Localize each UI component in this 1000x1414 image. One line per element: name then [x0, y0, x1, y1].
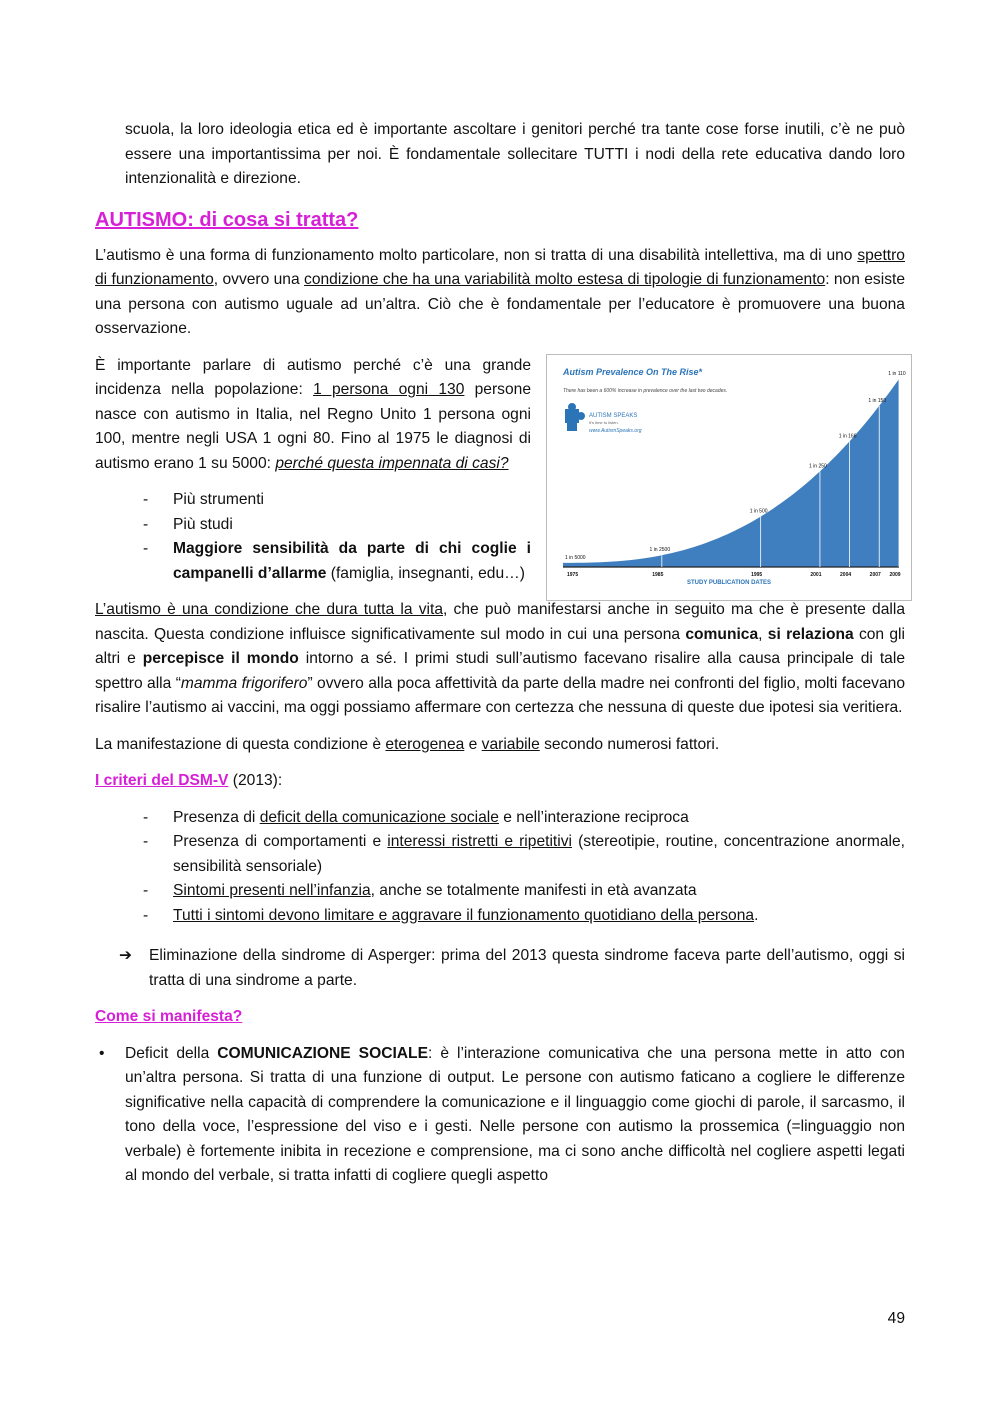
data-label: 1 in 500: [749, 508, 768, 515]
x-tick-label: 2004: [840, 571, 852, 578]
chart-brand-tag: It's time to listen.: [589, 419, 619, 425]
bold-text: Maggiore sensibilità da parte di chi coglie i campanelli d’allarme: [173, 540, 531, 582]
list-item: - Tutti i sintomi devono limitare e aggravare il funzionamento quotidiano della persona.: [143, 904, 905, 929]
text: secondo numerosi fattori.: [539, 735, 720, 753]
list-item: - Presenza di comportamenti e interessi ristretti e ripetitivi (stereotipie, routine, concentrazione anormale, sensibilità sensoriale): [143, 830, 905, 879]
text: intorno a sé. I primi studi sull’autismo facevano risalire alla causa principale di tale spettro alla “: [95, 650, 905, 692]
criteria-heading: [95, 769, 905, 794]
paragraph-lifelong: [95, 598, 905, 721]
incidence-block: [95, 354, 905, 587]
prevalence-area: [563, 379, 899, 567]
text: , ovvero una: [213, 271, 305, 288]
chart-brand: AUTISM SPEAKS: [589, 412, 638, 419]
asperger-note: [95, 944, 905, 993]
reasons-list: [95, 488, 531, 586]
text: ” ovvero alla poca affettività da parte della madre nei confronti del figlio, molti facevano risalire l’autismo ai vaccini, ma oggi possiamo affermare con certezza che nessuna di queste due ipotesi sia veritiera.: [95, 674, 905, 716]
x-tick-label: 1975: [567, 571, 579, 578]
list-item: - Presenza di deficit della comunicazione sociale e nell’interazione reciproca: [143, 806, 905, 831]
bold-text: si relaziona: [767, 625, 854, 643]
paragraph-definition: [95, 244, 905, 342]
text: ,: [758, 625, 768, 643]
prevalence-chart: [546, 354, 912, 601]
x-tick-label: 2001: [810, 571, 822, 578]
paragraph-manifestation: [95, 733, 905, 758]
data-label: 1 in 250: [809, 462, 827, 469]
chart-x-axis-label: STUDY PUBLICATION DATES: [686, 579, 772, 586]
criteria-year: (2013):: [228, 772, 283, 789]
text: e: [464, 735, 482, 753]
paragraph-incidence: [95, 354, 531, 477]
list-item: - Più studi: [143, 513, 531, 538]
bold-text: COMUNICAZIONE SOCIALE: [217, 1044, 428, 1062]
arrow-right-icon: ➔: [119, 947, 133, 964]
data-label: 1 in 2500: [649, 546, 671, 553]
page-number: 49: [887, 1310, 905, 1327]
manifest-heading: [95, 1005, 905, 1030]
bullet-social-communication: [95, 1042, 905, 1189]
prevalence-chart-svg: [547, 355, 911, 600]
text: con gli altri e: [95, 625, 905, 667]
text: È importante parlare di autismo perché c’è una grande incidenza nella popolazione:: [95, 356, 531, 398]
document-body: [95, 118, 905, 1189]
list-item: - Più strumenti: [143, 488, 531, 513]
chart-brand-url: www.AutismSpeaks.org: [589, 427, 642, 434]
text: Deficit della: [125, 1044, 218, 1062]
underlined-text: L’autismo è una condizione che dura tutta la vita: [95, 601, 443, 618]
underlined-text: variabile: [481, 735, 540, 753]
data-label: 1 in 5000: [565, 554, 586, 561]
italic-text: mamma frigorifero: [180, 674, 308, 692]
data-label: 1 in 110: [888, 370, 906, 377]
underlined-text: condizione che ha una variabilità molto estesa di tipologie di funzionamento: [304, 271, 826, 288]
list-item: - Sintomi presenti nell’infanzia, anche se totalmente manifesti in età avanzata: [143, 879, 905, 904]
x-tick-label: 2007: [869, 571, 881, 578]
list-item: [143, 537, 531, 586]
chart-subtitle: There has been a 600% increase in prevalence over the last two decades.: [563, 387, 728, 394]
italic-question: perché questa impennata di casi?: [275, 454, 509, 472]
text: La manifestazione di questa condizione è: [95, 735, 386, 753]
manifest-title: Come si manifesta?: [95, 1008, 243, 1025]
bullet-icon: •: [99, 1044, 105, 1062]
underlined-text: eterogenea: [385, 735, 465, 753]
criteria-list: [95, 806, 905, 929]
data-label: 1 in 166: [838, 432, 857, 439]
bold-text: comunica: [685, 625, 759, 643]
x-tick-label: 2009: [889, 571, 901, 578]
incidence-text-column: [95, 354, 531, 587]
underlined-text: spettro di funzionamento: [95, 246, 905, 288]
chart-title: Autism Prevalence On The Rise*: [563, 366, 703, 377]
text: persone nasce con autismo in Italia, nel Regno Unito 1 persona ogni 100, mentre negli USA 1 ogni 80. Fino al 1975 le diagnosi di autismo erano 1 su 5000:: [95, 381, 531, 472]
intro-paragraph: scuola, la loro ideologia etica ed è importante ascoltare i genitori perché tra tante cose forse inutili, c’è ne può essere una importantissima per noi. È fondamentale sollecitare TUTTI i nodi della rete educativa dando loro intenzionalità e direzione.: [125, 121, 905, 187]
text: (famiglia, insegnanti, edu…): [326, 564, 525, 582]
puzzle-logo-icon: [565, 403, 585, 431]
x-tick-label: 1995: [751, 571, 763, 578]
text: L’autismo è una forma di funzionamento molto particolare, non si tratta di una disabilità intellettiva, ma di uno: [95, 246, 858, 264]
x-tick-label: 1985: [652, 571, 664, 578]
text: Eliminazione della sindrome di Asperger: prima del 2013 questa sindrome faceva parte dell’autismo, oggi si tratta di una sindrome a parte.: [149, 947, 905, 989]
data-label: 1 in 150: [868, 397, 887, 404]
text: , che può manifestarsi anche in seguito ma che è presente dalla nascita. Questa condizione influisce significativamente sul modo in cui una persona: [95, 601, 905, 643]
section-title-text: AUTISMO: di cosa si tratta?: [95, 208, 359, 231]
underlined-text: 1 persona ogni 130: [313, 381, 465, 398]
criteria-title: I criteri del DSM-V: [95, 772, 229, 789]
section-title: [95, 206, 905, 234]
bold-text: percepisce il mondo: [142, 650, 299, 667]
text: : è l’interazione comunicativa che una persona mette in atto con un’altra persona. Si tratta di una funzione di output. Le persone con autismo faticano a cogliere le differenze significative nella capacità di comprendere la comunicazione e il linguaggio come giochi di parole, il sarcasmo, il tono della voce, l’espressione del viso e i gesti. Nelle persone con autismo la prossemica (=linguaggio non verbale) è fortemente inibita in recezione e comprensione, ma ci sono anche difficoltà nel cogliere aspetti legati al mondo del verbale, si tratta infatti di cogliere quegli aspetto: [125, 1044, 905, 1184]
text: : non esiste una persona con autismo uguale ad un’altra. Ciò che è fondamentale per l’educatore è promuovere una buona osservazione.: [95, 271, 905, 337]
